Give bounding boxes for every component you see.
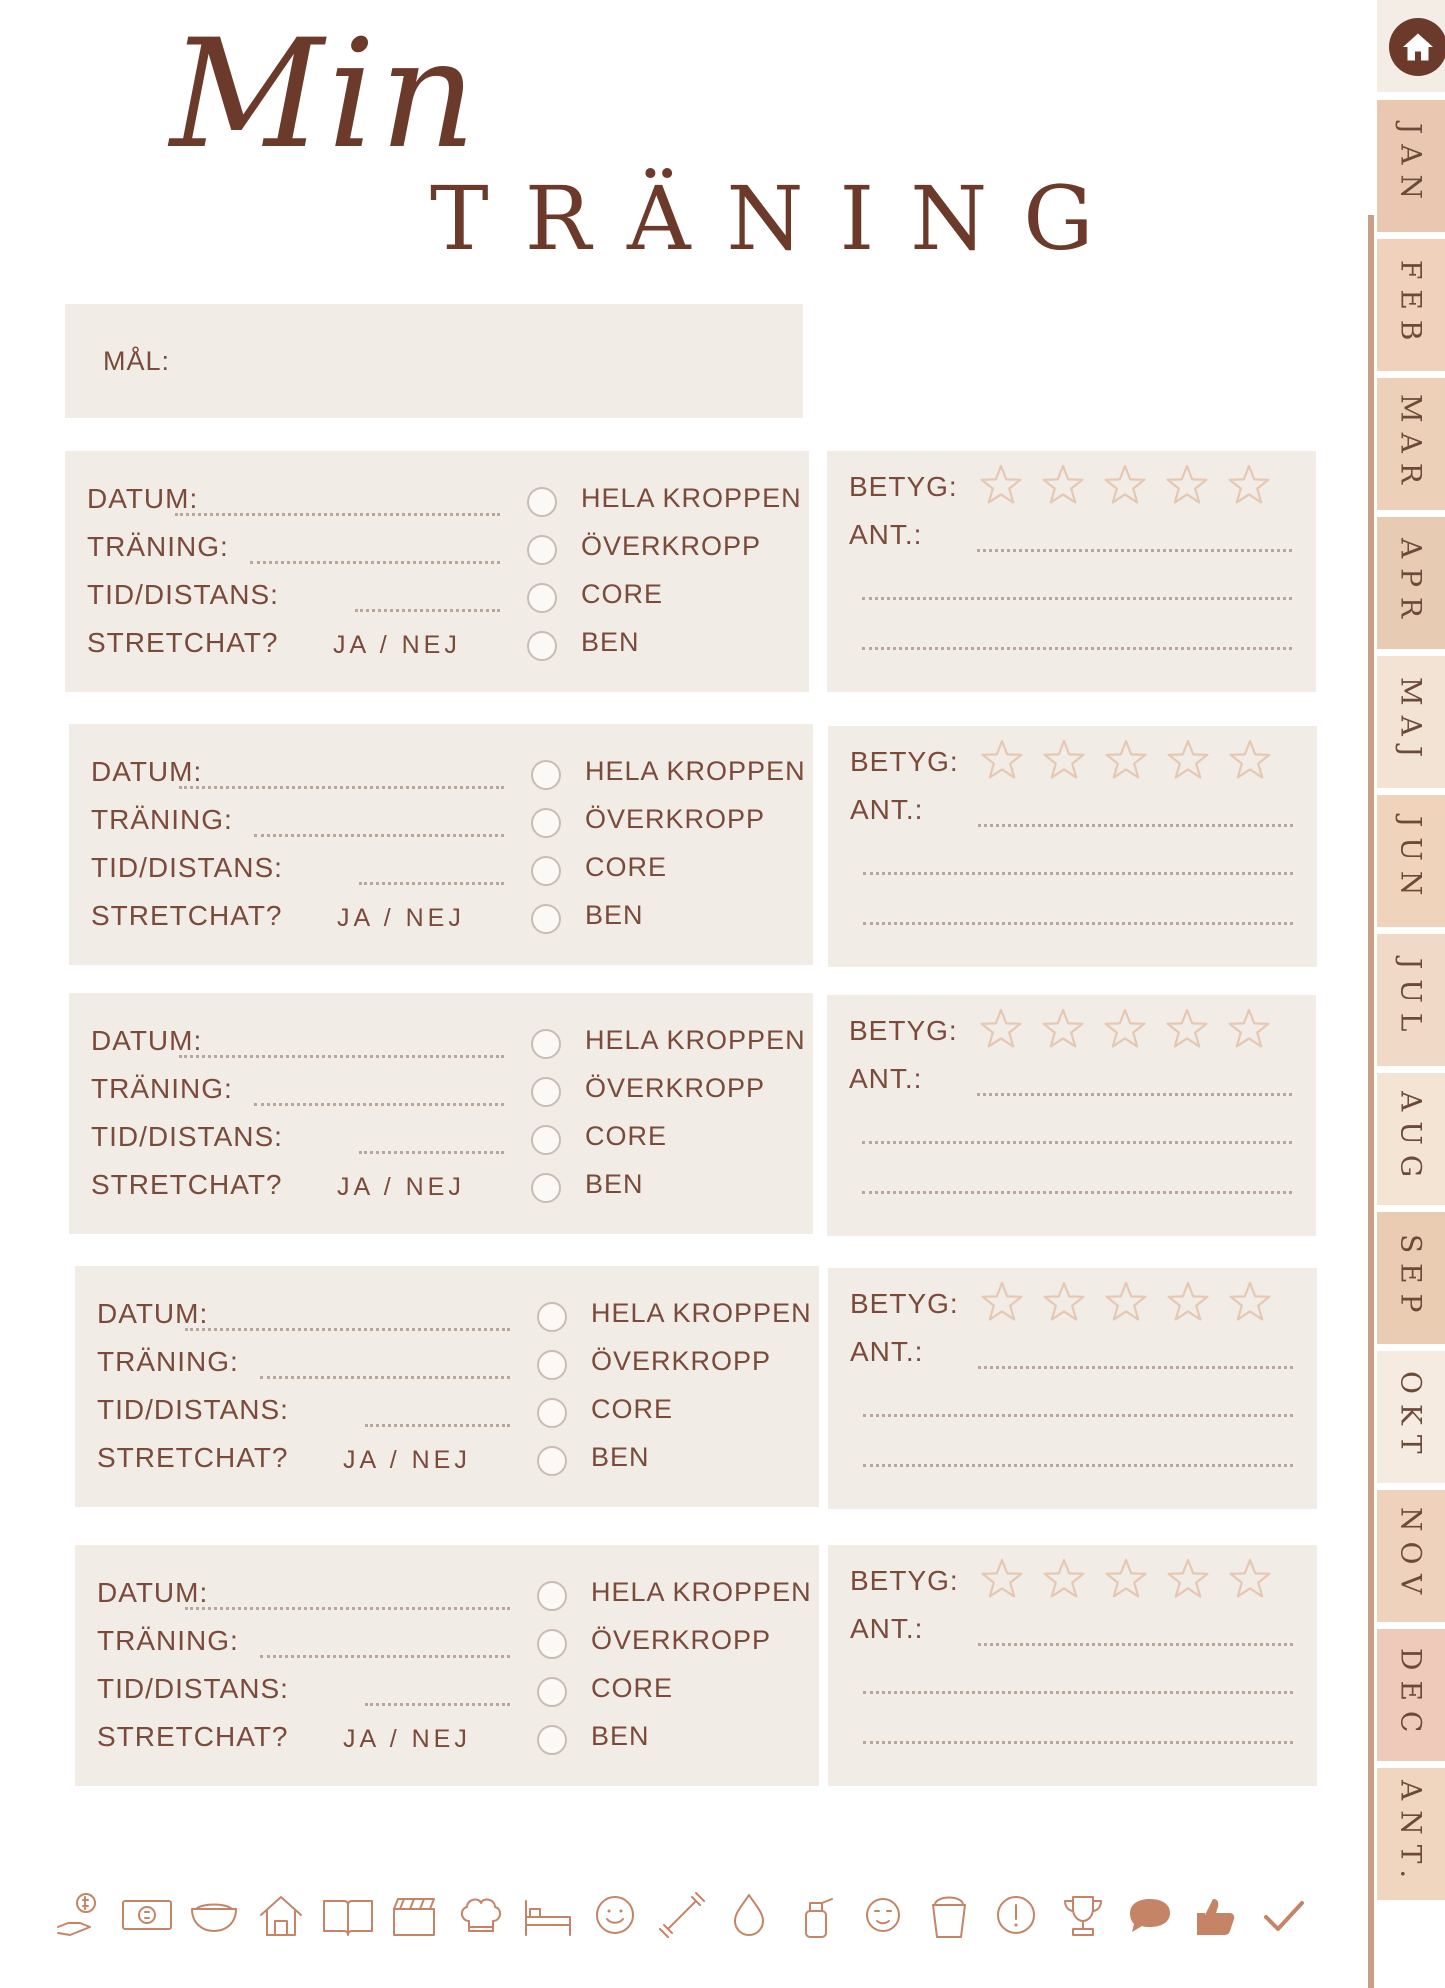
notes-line[interactable] <box>862 647 1292 650</box>
time-distance-field[interactable] <box>355 609 500 612</box>
month-tab-jun[interactable] <box>1377 795 1445 927</box>
star-icon[interactable] <box>1226 1555 1274 1603</box>
bed-icon[interactable] <box>520 1887 576 1943</box>
rating-notes-card <box>827 451 1316 692</box>
notes-label: ANT.: <box>849 1063 923 1094</box>
title-main: TRÄNING <box>430 167 1130 270</box>
thumbs-up-icon[interactable] <box>1189 1887 1245 1943</box>
goal-box[interactable] <box>65 304 803 418</box>
stretched-label: STRETCHAT? <box>87 627 279 658</box>
month-tab-ant[interactable] <box>1377 1768 1445 1900</box>
trophy-icon[interactable] <box>1055 1887 1111 1943</box>
chef-hat-icon[interactable] <box>453 1887 509 1943</box>
option-radio[interactable] <box>531 1173 561 1203</box>
datum-field[interactable] <box>179 1055 504 1058</box>
notes-label: ANT.: <box>850 794 924 825</box>
option-label: ÖVERKROPP <box>591 1346 772 1376</box>
star-icon[interactable] <box>1226 736 1274 784</box>
star-icon[interactable] <box>978 736 1026 784</box>
option-radio[interactable] <box>527 631 557 661</box>
datum-label: DATUM: <box>91 1025 203 1056</box>
bottom-icon-bar <box>52 1885 1312 1945</box>
notes-line[interactable] <box>863 922 1293 925</box>
rating-stars[interactable] <box>978 1555 1274 1603</box>
star-icon[interactable] <box>1225 461 1273 509</box>
option-label: CORE <box>591 1394 674 1424</box>
option-radio[interactable] <box>537 1725 567 1755</box>
month-tab-label: FEB <box>1394 259 1428 351</box>
star-icon[interactable] <box>978 1555 1026 1603</box>
star-icon[interactable] <box>1164 736 1212 784</box>
training-label: TRÄNING: <box>97 1346 239 1377</box>
month-tab-label: OKT <box>1394 1370 1428 1464</box>
month-tab-label: APR <box>1394 537 1428 629</box>
rating-label: BETYG: <box>849 471 958 502</box>
datum-field[interactable] <box>185 1328 510 1331</box>
option-label: BEN <box>585 1169 644 1199</box>
bowl-icon[interactable] <box>186 1887 242 1943</box>
option-radio[interactable] <box>527 535 557 565</box>
option-label: ÖVERKROPP <box>581 531 762 561</box>
stretched-label: STRETCHAT? <box>91 1169 283 1200</box>
rating-label: BETYG: <box>849 1015 958 1046</box>
option-label: ÖVERKROPP <box>591 1625 772 1655</box>
month-tab-jul[interactable] <box>1377 934 1445 1066</box>
home-tab[interactable] <box>1377 0 1445 92</box>
month-tab-label: JUL <box>1394 958 1428 1042</box>
month-tab-label: AUG <box>1394 1090 1428 1188</box>
star-icon[interactable] <box>977 461 1025 509</box>
option-radio[interactable] <box>537 1629 567 1659</box>
notes-label: ANT.: <box>850 1336 924 1367</box>
option-label: HELA KROPPEN <box>591 1298 812 1328</box>
time-distance-label: TID/DISTANS: <box>91 852 283 883</box>
star-icon[interactable] <box>1101 461 1149 509</box>
training-label: TRÄNING: <box>91 804 233 835</box>
smiley-icon[interactable] <box>587 1887 643 1943</box>
workout-entry-card <box>75 1545 819 1786</box>
notes-line[interactable] <box>863 1691 1293 1694</box>
training-label: TRÄNING: <box>97 1625 239 1656</box>
stretched-label: STRETCHAT? <box>97 1721 289 1752</box>
time-distance-label: TID/DISTANS: <box>91 1121 283 1152</box>
book-icon[interactable] <box>320 1887 376 1943</box>
option-radio[interactable] <box>527 487 557 517</box>
datum-label: DATUM: <box>91 756 203 787</box>
month-tab-label: JUN <box>1394 816 1428 906</box>
month-tab-label: DEC <box>1394 1647 1428 1743</box>
option-label: HELA KROPPEN <box>591 1577 812 1607</box>
house-icon[interactable] <box>253 1887 309 1943</box>
datum-field[interactable] <box>179 786 504 789</box>
option-label: BEN <box>581 627 640 657</box>
spray-bottle-icon[interactable] <box>788 1887 844 1943</box>
month-tab-label: ANT. <box>1394 1779 1428 1889</box>
stretched-yes-no[interactable]: JA / NEJ <box>333 631 461 659</box>
notes-line[interactable] <box>862 1191 1292 1194</box>
star-icon[interactable] <box>1225 1005 1273 1053</box>
month-tab-mar[interactable] <box>1377 378 1445 510</box>
option-radio[interactable] <box>537 1446 567 1476</box>
training-label: TRÄNING: <box>91 1073 233 1104</box>
month-tab-apr[interactable] <box>1377 517 1445 649</box>
notes-line[interactable] <box>862 1141 1292 1144</box>
datum-label: DATUM: <box>97 1298 209 1329</box>
option-label: BEN <box>591 1442 650 1472</box>
bucket-icon[interactable] <box>921 1887 977 1943</box>
star-icon[interactable] <box>1040 736 1088 784</box>
time-distance-field[interactable] <box>365 1424 510 1427</box>
rating-notes-card <box>828 1268 1317 1509</box>
option-radio[interactable] <box>537 1677 567 1707</box>
option-radio[interactable] <box>531 856 561 886</box>
option-radio[interactable] <box>531 904 561 934</box>
option-label: ÖVERKROPP <box>585 1073 766 1103</box>
star-icon[interactable] <box>1102 1555 1150 1603</box>
sidebar-spine <box>1368 215 1374 1988</box>
month-tab-dec[interactable] <box>1377 1629 1445 1761</box>
training-field[interactable] <box>260 1376 510 1379</box>
option-label: CORE <box>585 852 668 882</box>
time-distance-label: TID/DISTANS: <box>97 1394 289 1425</box>
time-distance-label: TID/DISTANS: <box>87 579 279 610</box>
home-icon[interactable] <box>1389 18 1445 76</box>
option-label: ÖVERKROPP <box>585 804 766 834</box>
notes-line[interactable] <box>977 1093 1292 1096</box>
option-label: CORE <box>585 1121 668 1151</box>
month-tab-label: NOV <box>1394 1507 1428 1605</box>
option-label: BEN <box>585 900 644 930</box>
notes-label: ANT.: <box>849 519 923 550</box>
notes-label: ANT.: <box>850 1613 924 1644</box>
month-tab-sep[interactable] <box>1377 1212 1445 1344</box>
notes-line[interactable] <box>863 1464 1293 1467</box>
datum-label: DATUM: <box>97 1577 209 1608</box>
option-label: HELA KROPPEN <box>581 483 802 513</box>
star-icon[interactable] <box>1163 461 1211 509</box>
datum-label: DATUM: <box>87 483 199 514</box>
option-radio[interactable] <box>531 1077 561 1107</box>
water-drop-icon[interactable] <box>721 1887 777 1943</box>
star-icon[interactable] <box>977 1005 1025 1053</box>
star-icon[interactable] <box>1102 736 1150 784</box>
stretched-yes-no[interactable]: JA / NEJ <box>337 1173 465 1201</box>
rating-stars[interactable] <box>977 461 1273 509</box>
rating-label: BETYG: <box>850 1288 959 1319</box>
option-radio[interactable] <box>531 760 561 790</box>
option-radio[interactable] <box>531 808 561 838</box>
notes-line[interactable] <box>978 1643 1293 1646</box>
star-icon[interactable] <box>978 1278 1026 1326</box>
rating-stars[interactable] <box>978 736 1274 784</box>
stretched-label: STRETCHAT? <box>97 1442 289 1473</box>
goal-label: MÅL: <box>103 346 171 376</box>
notes-line[interactable] <box>978 1366 1293 1369</box>
checkmark-icon[interactable] <box>1256 1887 1312 1943</box>
notes-line[interactable] <box>977 549 1292 552</box>
month-tab-label: JAN <box>1394 123 1428 209</box>
star-icon[interactable] <box>1039 1005 1087 1053</box>
training-field[interactable] <box>250 561 500 564</box>
star-icon[interactable] <box>1164 1278 1212 1326</box>
banknote-icon[interactable] <box>119 1887 175 1943</box>
time-distance-field[interactable] <box>359 882 504 885</box>
stretched-yes-no[interactable]: JA / NEJ <box>343 1725 471 1753</box>
clapperboard-icon[interactable] <box>386 1887 442 1943</box>
notes-line[interactable] <box>862 597 1292 600</box>
option-radio[interactable] <box>531 1029 561 1059</box>
notes-line[interactable] <box>863 1741 1293 1744</box>
month-tab-nov[interactable] <box>1377 1490 1445 1622</box>
notes-line[interactable] <box>863 1414 1293 1417</box>
rating-stars[interactable] <box>978 1278 1274 1326</box>
exclamation-icon[interactable] <box>988 1887 1044 1943</box>
speech-bubble-icon[interactable] <box>1122 1887 1178 1943</box>
datum-field[interactable] <box>185 1607 510 1610</box>
option-label: CORE <box>591 1673 674 1703</box>
workout-entry-card <box>69 993 813 1234</box>
time-distance-field[interactable] <box>365 1703 510 1706</box>
workout-entry-card <box>65 451 809 692</box>
month-tab-label: MAR <box>1394 394 1428 494</box>
time-distance-field[interactable] <box>359 1151 504 1154</box>
datum-field[interactable] <box>175 513 500 516</box>
star-icon[interactable] <box>1102 1278 1150 1326</box>
training-field[interactable] <box>254 1103 504 1106</box>
month-tab-maj[interactable] <box>1377 656 1445 788</box>
rating-notes-card <box>828 1545 1317 1786</box>
notes-line[interactable] <box>863 872 1293 875</box>
star-icon[interactable] <box>1164 1555 1212 1603</box>
dumbbell-icon[interactable] <box>654 1887 710 1943</box>
month-tab-label: SEP <box>1394 1233 1428 1323</box>
option-radio[interactable] <box>537 1302 567 1332</box>
star-icon[interactable] <box>1226 1278 1274 1326</box>
option-radio[interactable] <box>537 1581 567 1611</box>
month-tab-feb[interactable] <box>1377 239 1445 371</box>
month-tab-aug[interactable] <box>1377 1073 1445 1205</box>
training-label: TRÄNING: <box>87 531 229 562</box>
month-tab-label: MAJ <box>1394 676 1428 768</box>
stretched-label: STRETCHAT? <box>91 900 283 931</box>
training-field[interactable] <box>254 834 504 837</box>
rating-notes-card <box>828 726 1317 967</box>
face-mask-icon[interactable] <box>855 1887 911 1943</box>
stretched-yes-no[interactable]: JA / NEJ <box>343 1446 471 1474</box>
month-sidebar <box>1368 0 1445 1988</box>
month-tab-jan[interactable] <box>1377 100 1445 232</box>
star-icon[interactable] <box>1101 1005 1149 1053</box>
star-icon[interactable] <box>1040 1555 1088 1603</box>
option-label: HELA KROPPEN <box>585 756 806 786</box>
money-hand-icon[interactable] <box>52 1887 108 1943</box>
notes-line[interactable] <box>978 824 1293 827</box>
rating-label: BETYG: <box>850 1565 959 1596</box>
rating-notes-card <box>827 995 1316 1236</box>
workout-entry-card <box>69 724 813 965</box>
star-icon[interactable] <box>1163 1005 1211 1053</box>
option-label: CORE <box>581 579 664 609</box>
star-icon[interactable] <box>1039 461 1087 509</box>
workout-entry-card <box>75 1266 819 1507</box>
option-radio[interactable] <box>537 1398 567 1428</box>
option-radio[interactable] <box>537 1350 567 1380</box>
rating-stars[interactable] <box>977 1005 1273 1053</box>
title-script: Min <box>170 8 481 182</box>
time-distance-label: TID/DISTANS: <box>97 1673 289 1704</box>
stretched-yes-no[interactable]: JA / NEJ <box>337 904 465 932</box>
training-field[interactable] <box>260 1655 510 1658</box>
option-label: HELA KROPPEN <box>585 1025 806 1055</box>
rating-label: BETYG: <box>850 746 959 777</box>
option-radio[interactable] <box>531 1125 561 1155</box>
option-label: BEN <box>591 1721 650 1751</box>
month-tab-okt[interactable] <box>1377 1351 1445 1483</box>
star-icon[interactable] <box>1040 1278 1088 1326</box>
option-radio[interactable] <box>527 583 557 613</box>
